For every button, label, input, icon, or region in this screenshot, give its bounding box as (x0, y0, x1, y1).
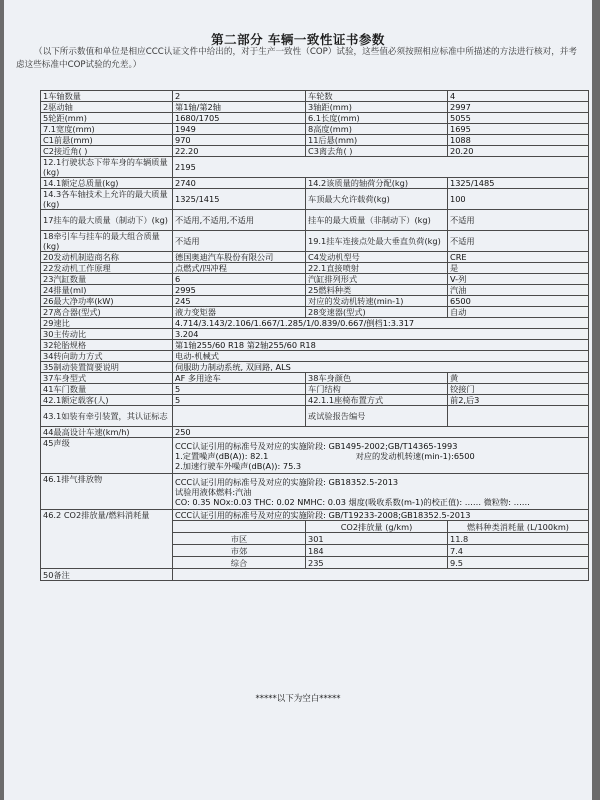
spec-label: 对应的发动机转速(min-1) (306, 296, 448, 307)
spec-label: 34转向助力方式 (41, 351, 173, 362)
spec-label: 14.2该质量的轴荷分配(kg) (306, 178, 448, 189)
table-row (41, 351, 589, 362)
table-row (41, 102, 589, 113)
spec-label: 6.1长度(mm) (306, 113, 448, 124)
spec-label: 23汽缸数量 (41, 274, 173, 285)
table-row (41, 296, 589, 307)
spec-label: 42.1额定载客(人) (41, 395, 173, 406)
spec-label: 8高度(mm) (306, 124, 448, 135)
table-row (41, 124, 589, 135)
spec-value (173, 569, 589, 581)
spec-value: V-列 (448, 274, 589, 285)
spec-label: 27离合器(型式) (41, 307, 173, 318)
spec-value: 自动 (448, 307, 589, 318)
spec-label: 17挂车的最大质量（制动下）(kg) (41, 210, 173, 231)
table-row (41, 438, 589, 474)
spec-label: C4发动机型号 (306, 252, 448, 263)
fuel-header: 燃料种类消耗量 (L/100km) (448, 521, 589, 533)
spec-value: 6 (173, 274, 306, 285)
spec-label: 41车门数量 (41, 384, 173, 395)
noise-engine-speed: 对应的发动机转速(min-1):6500 (355, 450, 475, 461)
table-row (41, 474, 589, 510)
spec-value: 第1轴/第2轴 (173, 102, 306, 113)
table-row (41, 362, 589, 373)
spec-label: 5轮距(mm) (41, 113, 173, 124)
spec-value: 铰接门 (448, 384, 589, 395)
blank-below-marker: *****以下为空白***** (255, 694, 341, 704)
table-row (41, 210, 589, 231)
co2-value: 235 (306, 557, 448, 569)
table-row (41, 274, 589, 285)
fuel-value: 9.5 (448, 557, 589, 569)
spec-label: 汽缸排列形式 (306, 274, 448, 285)
fuel-value: 11.8 (448, 533, 589, 545)
spec-value: 不适用 (448, 231, 589, 252)
spec-value: 22.20 (173, 146, 306, 157)
spec-value: 2 (173, 91, 306, 102)
noise-standard: CCC认证引用的标准号及对应的实施阶段: GB1495-2002;GB/T14365-1993 (175, 440, 458, 451)
table-row (41, 231, 589, 252)
spec-value: 20.20 (448, 146, 589, 157)
co2-standard: CCC认证引用的标准号及对应的实施阶段: GB/T19233-2008;GB18352.5-2013 (173, 510, 589, 521)
table-row (41, 307, 589, 318)
intro-note: （以下所示数值和单位是相应CCC认证文件中给出的，对于生产一致性（COP）试验，这些值必须按照相应标准中所描述的方法进行核对，并考虑这些标准中COP试验的允差。） (16, 47, 577, 70)
spec-value: 液力变矩器 (173, 307, 306, 318)
spec-label: 车门结构 (306, 384, 448, 395)
spec-value (448, 406, 589, 427)
table-row (41, 329, 589, 340)
spec-label: 46.1排气排放物 (41, 474, 173, 510)
table-row (41, 178, 589, 189)
spec-value: 不适用 (448, 210, 589, 231)
spec-value: 1680/1705 (173, 113, 306, 124)
spec-value: 前2,后3 (448, 395, 589, 406)
spec-value: 1949 (173, 124, 306, 135)
spec-label: 28变速器(型式) (306, 307, 448, 318)
spec-value: 2997 (448, 102, 589, 113)
table-row (41, 395, 589, 406)
spec-label: 35制动装置简要说明 (41, 362, 173, 373)
page-title: 第二部分 车辆一致性证书参数 (211, 32, 385, 47)
spec-value: 不适用 (173, 231, 306, 252)
spec-label: 18牵引车与挂车的最大组合质量(kg) (41, 231, 173, 252)
spec-label: 26最大净功率(kW) (41, 296, 173, 307)
spec-label: 32轮胎规格 (41, 340, 173, 351)
spec-value: 1325/1415 (173, 189, 306, 210)
co2-blank-header (173, 521, 306, 533)
drive-by-noise: 2.加速行驶车外噪声(dB(A)): 75.3 (175, 460, 302, 471)
spec-label: 50备注 (41, 569, 173, 581)
spec-value: 2995 (173, 285, 306, 296)
table-row (41, 285, 589, 296)
spec-value: 2195 (173, 157, 589, 178)
spec-label: 3轴距(mm) (306, 102, 448, 113)
spec-value: 1325/1485 (448, 178, 589, 189)
spec-value: 第1轴255/60 R18 第2轴255/60 R18 (173, 340, 589, 351)
table-row (41, 427, 589, 438)
table-row (41, 263, 589, 274)
spec-value: 6500 (448, 296, 589, 307)
spec-value: 4 (448, 91, 589, 102)
spec-value: 伺服助力制动系统, 双回路, ALS (173, 362, 589, 373)
table-row (41, 384, 589, 395)
spec-label: 24排量(ml) (41, 285, 173, 296)
certificate-page (4, 0, 592, 800)
spec-value: 5 (173, 384, 306, 395)
spec-value: 5055 (448, 113, 589, 124)
table-row (41, 373, 589, 384)
fuel-value: 7.4 (448, 545, 589, 557)
cycle-label: 综合 (173, 557, 306, 569)
spec-label: 14.1额定总质量(kg) (41, 178, 173, 189)
table-row (41, 340, 589, 351)
spec-label: 45声级 (41, 438, 173, 474)
spec-label: 19.1挂车连接点处最大垂直负荷(kg) (306, 231, 448, 252)
spec-label: C1前悬(mm) (41, 135, 173, 146)
spec-table (40, 90, 589, 581)
table-row (41, 135, 589, 146)
spec-value: 100 (448, 189, 589, 210)
noise-details (173, 438, 589, 474)
spec-label: 25燃料种类 (306, 285, 448, 296)
spec-value: 电动-机械式 (173, 351, 589, 362)
spec-label: 1车轴数量 (41, 91, 173, 102)
spec-label: C3离去角( ) (306, 146, 448, 157)
table-row (41, 91, 589, 102)
table-row (41, 146, 589, 157)
spec-value: 汽油 (448, 285, 589, 296)
emission-details (173, 474, 589, 510)
spec-value: 2740 (173, 178, 306, 189)
spec-label: 43.1如装有牵引装置，其认证标志 (41, 406, 173, 427)
spec-label: 或试验报告编号 (306, 406, 448, 427)
spec-label: 42.1.1座椅布置方式 (306, 395, 448, 406)
spec-label: 2驱动轴 (41, 102, 173, 113)
spec-value: 5 (173, 395, 306, 406)
table-row (41, 189, 589, 210)
table-row (41, 318, 589, 329)
emission-values: CO: 0.35 NOx:0.03 THC: 0.02 NMHC: 0.03 烟度(吸收系数(m-1)的校正值): …… 微粒物: …… (175, 496, 530, 507)
spec-value: AF 多用途车 (173, 373, 306, 384)
spec-value: 是 (448, 263, 589, 274)
spec-value: 3.204 (173, 329, 589, 340)
table-row (41, 406, 589, 427)
spec-label: 22发动机工作原理 (41, 263, 173, 274)
table-row (41, 252, 589, 263)
spec-label: 20发动机制造商名称 (41, 252, 173, 263)
spec-value: 250 (173, 427, 589, 438)
cycle-label: 市区 (173, 533, 306, 545)
spec-label: 挂车的最大质量（非制动下）(kg) (306, 210, 448, 231)
spec-value: 德国奥迪汽车股份有限公司 (173, 252, 306, 263)
spec-label: 29速比 (41, 318, 173, 329)
spec-label: 11后悬(mm) (306, 135, 448, 146)
spec-value (173, 406, 306, 427)
table-row (41, 157, 589, 178)
spec-label: 22.1直接喷射 (306, 263, 448, 274)
co2-value: 301 (306, 533, 448, 545)
spec-value: 黄 (448, 373, 589, 384)
spec-label: C2接近角( ) (41, 146, 173, 157)
co2-value: 184 (306, 545, 448, 557)
spec-label: 44最高设计车速(km/h) (41, 427, 173, 438)
spec-label: 14.3各车轴技术上允许的最大质量(kg) (41, 189, 173, 210)
emission-standard: CCC认证引用的标准号及对应的实施阶段: GB18352.5-2013 (175, 476, 399, 487)
spec-label: 12.1行驶状态下带车身的车辆质量(kg) (41, 157, 173, 178)
spec-label: 30主传动比 (41, 329, 173, 340)
spec-label: 37车身型式 (41, 373, 173, 384)
spec-value: 1088 (448, 135, 589, 146)
spec-value: 245 (173, 296, 306, 307)
table-row (41, 510, 589, 521)
spec-value: 点燃式/四冲程 (173, 263, 306, 274)
table-row (41, 569, 589, 581)
table-row (41, 113, 589, 124)
spec-label: 车顶最大允许载荷(kg) (306, 189, 448, 210)
spec-value: 4.714/3.143/2.106/1.667/1.285/1/0.839/0.667/倒档1:3.317 (173, 318, 589, 329)
spec-value: 970 (173, 135, 306, 146)
cycle-label: 市郊 (173, 545, 306, 557)
spec-value: CRE (448, 252, 589, 263)
spec-label: 38车身颜色 (306, 373, 448, 384)
test-fuel: 试验用液体燃料:汽油 (175, 486, 252, 497)
spec-label: 车轮数 (306, 91, 448, 102)
spec-value: 不适用,不适用,不适用 (173, 210, 306, 231)
spec-label: 7.1宽度(mm) (41, 124, 173, 135)
co2-header: CO2排放量 (g/km) (306, 521, 448, 533)
stationary-noise: 1.定置噪声(dB(A)): 82.1 (175, 450, 269, 461)
spec-label: 46.2 CO2排放量/燃料消耗量 (41, 510, 173, 569)
spec-value: 1695 (448, 124, 589, 135)
